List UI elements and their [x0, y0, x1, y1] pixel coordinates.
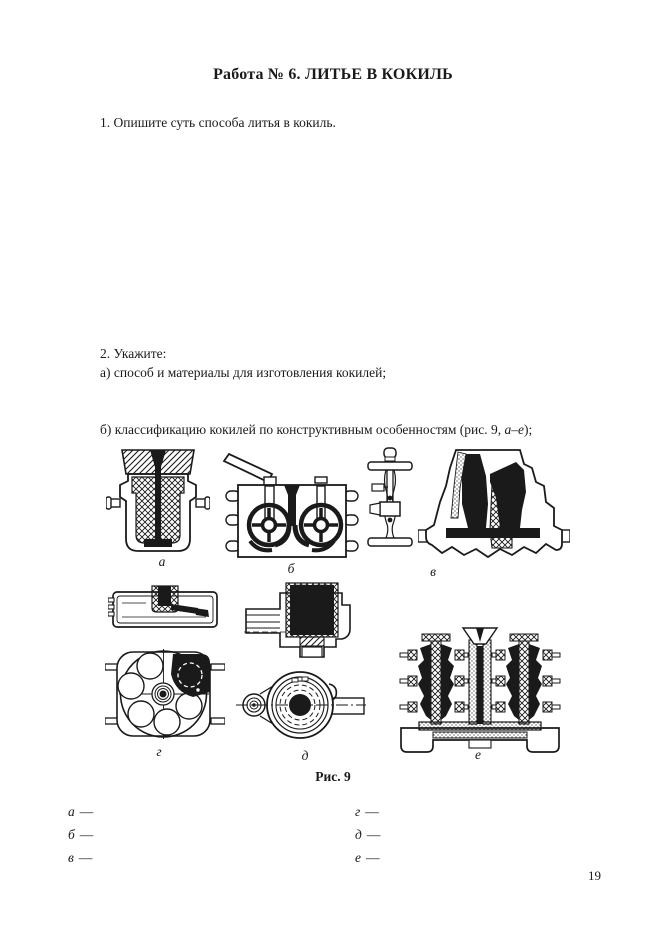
- answer-dash: —: [78, 850, 93, 865]
- answer-dash: —: [79, 827, 94, 842]
- question-1: 1. Опишите суть способа литья в кокиль.: [100, 115, 336, 130]
- figure-label-e: е: [475, 747, 481, 762]
- answer-letter: в: [68, 850, 74, 865]
- answer-row-v: [68, 846, 93, 869]
- answer-row-e: [355, 846, 380, 869]
- figure-a-mold-cross-section: [106, 447, 210, 559]
- figure-v-clamp-stand: [364, 446, 416, 552]
- figure-d-mold-top-view: [236, 656, 366, 756]
- answer-letter: д: [355, 827, 362, 842]
- figure-label-v: в: [430, 564, 436, 579]
- answer-letter: а: [68, 804, 75, 819]
- figure-v-mold-cross-section: [418, 446, 570, 566]
- answer-letter: г: [355, 804, 361, 819]
- answer-letter: б: [68, 827, 75, 842]
- figure-d-mold-side-view: [238, 581, 356, 661]
- answer-row-g: [355, 800, 380, 823]
- figure-caption: Рис. 9: [315, 769, 351, 784]
- answer-letter: е: [355, 850, 361, 865]
- page-title: Работа № 6. ЛИТЬЕ В КОКИЛЬ: [213, 66, 453, 83]
- page-number: 19: [588, 868, 601, 883]
- answer-row-b: [68, 823, 93, 846]
- figure-g-mold-top-view: [105, 646, 225, 746]
- figure-g-mold-side-view: [108, 582, 222, 634]
- item-b-prefix: б) классификацию кокилей по конструктивным особенностям (рис. 9,: [100, 422, 505, 437]
- figure-label-a: а: [158, 554, 166, 569]
- question-2-item-a: а) способ и материалы для изготовления кокилей;: [100, 364, 387, 380]
- figure-e-stack-mold: [393, 622, 567, 760]
- figure-label-g: г: [156, 744, 162, 759]
- answer-dash: —: [366, 850, 380, 865]
- question-2-item-b: [100, 421, 532, 440]
- figure-label-b: б: [287, 561, 295, 576]
- answer-dash: —: [79, 804, 94, 819]
- answer-dash: —: [365, 804, 379, 819]
- question-2-intro: 2. Укажите:: [100, 346, 167, 361]
- answer-dash: —: [366, 827, 381, 842]
- figure-label-d: д: [301, 748, 309, 763]
- item-b-range: а–е: [504, 422, 524, 437]
- answers-right-column: [355, 800, 380, 869]
- item-b-suffix: );: [523, 422, 533, 437]
- answer-row-a: [68, 800, 93, 823]
- question-2-block: [100, 345, 386, 382]
- answer-row-d: [355, 823, 380, 846]
- figure-b-mold-with-handwheels: [220, 449, 364, 561]
- answers-left-column: [68, 800, 93, 869]
